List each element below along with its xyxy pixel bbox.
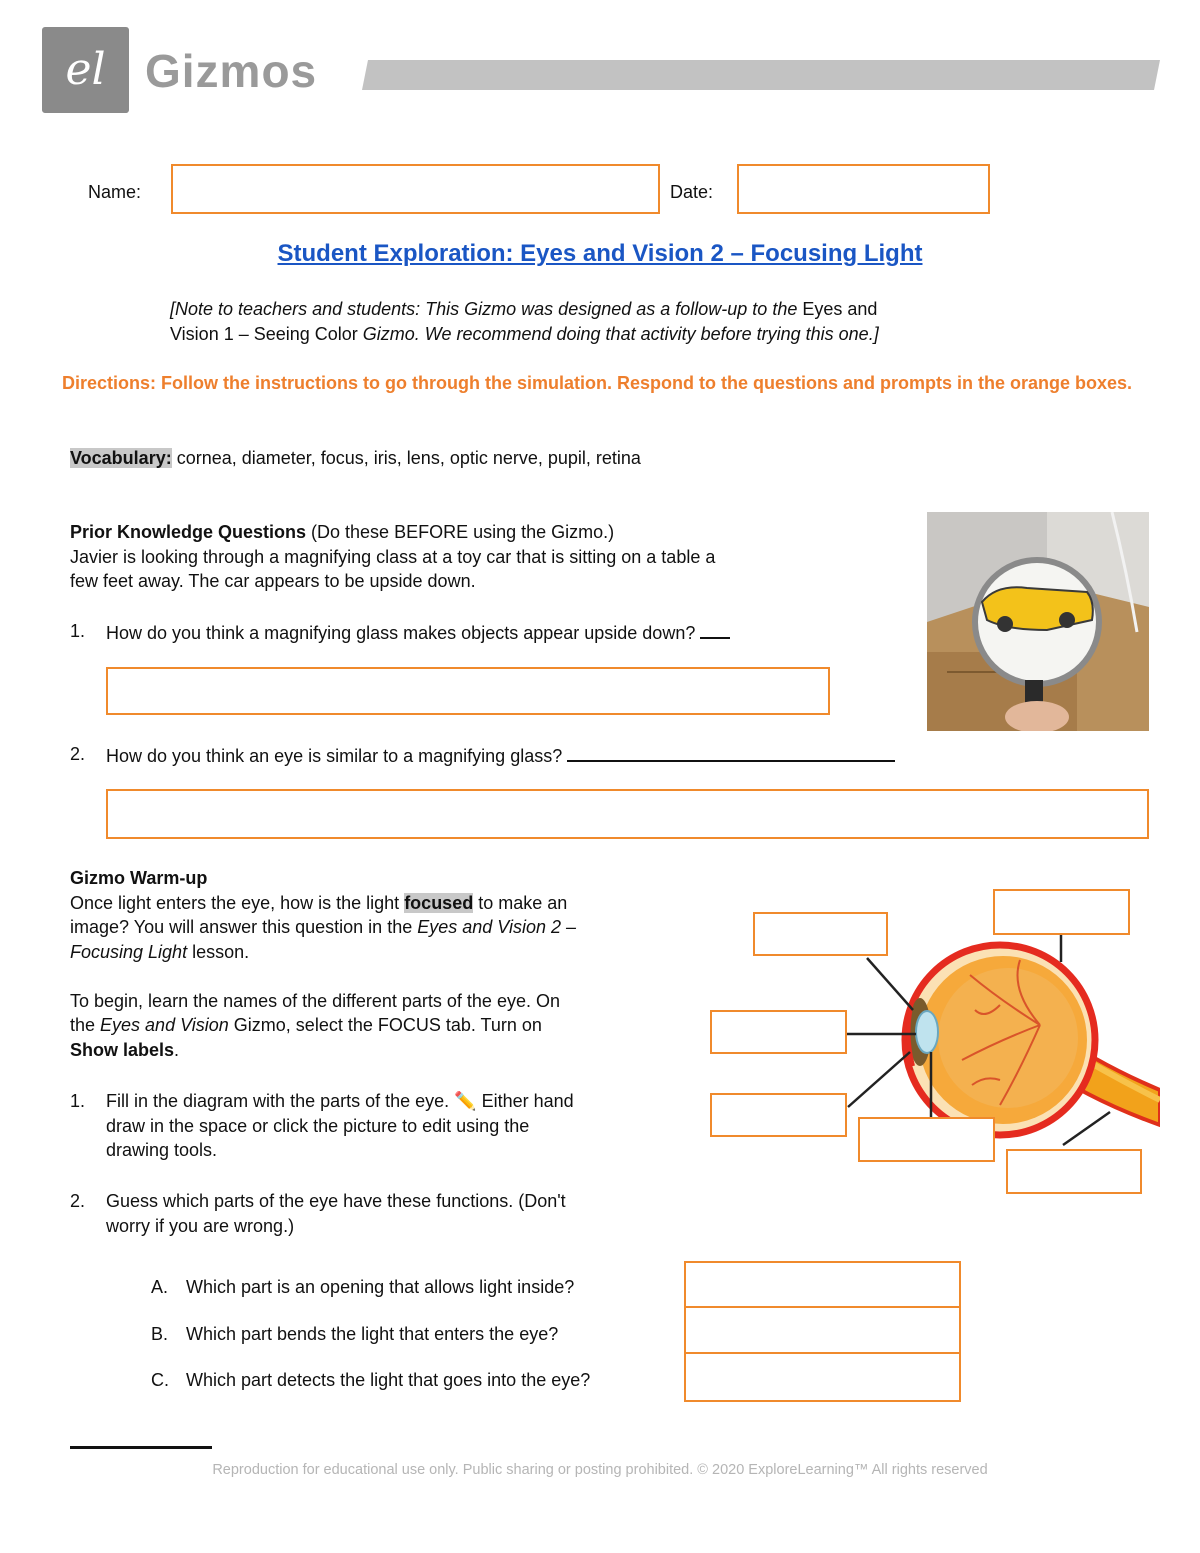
prior-q1-number: 1. (70, 621, 86, 641)
explorelearning-logo: el (65, 44, 106, 95)
function-c-answer[interactable] (684, 1352, 961, 1402)
eye-label-box-1[interactable] (753, 912, 888, 956)
eye-label-box-4[interactable] (710, 1093, 847, 1137)
eye-label-box-3[interactable] (710, 1010, 847, 1054)
focused-highlight: focused (404, 892, 474, 913)
function-b-letter: B. (151, 1324, 169, 1344)
warmup-q1-number: 1. (70, 1091, 86, 1111)
date-label: Date: (670, 182, 714, 202)
vocabulary-terms: cornea, diameter, focus, iris, lens, optic nerve, pupil, retina (171, 448, 641, 468)
vocabulary-label: Vocabulary: (70, 448, 172, 468)
function-b-text: Which part bends the light that enters the eye? (186, 1324, 559, 1344)
page-title[interactable]: Student Exploration: Eyes and Vision 2 – Focusing Light (277, 240, 923, 267)
function-b-answer[interactable] (684, 1306, 961, 1354)
eye-label-box-2[interactable] (993, 889, 1130, 935)
function-c-letter: C. (151, 1370, 169, 1390)
function-a-answer[interactable] (684, 1261, 961, 1308)
footer-copyright: Reproduction for educational use only. Public sharing or posting prohibited. © 2020 ExploreLearning™ All rights reserved (212, 1462, 988, 1478)
header-bar (362, 60, 1160, 90)
vocabulary (70, 446, 641, 471)
prior-q2-text: How do you think an eye is similar to a magnifying glass? (106, 742, 895, 769)
name-field[interactable] (171, 164, 660, 214)
prior-heading: Prior Knowledge Questions (70, 522, 307, 542)
magnifying-glass-photo (927, 512, 1149, 731)
eye-label-box-6[interactable] (1006, 1149, 1142, 1194)
prior-knowledge-section: Prior Knowledge Questions (Do these BEFORE using the Gizmo.) Javier is looking through a magnifying class at a toy car that is sitting on a table a few feet away. The car appears to be upside down. (70, 522, 716, 591)
date-field[interactable] (737, 164, 990, 214)
function-a-letter: A. (151, 1277, 169, 1297)
warmup-q2-text: Guess which parts of the eye have these functions. (Don't worry if you are wrong.) (106, 1191, 566, 1236)
footnote-divider (70, 1446, 212, 1449)
function-a-text: Which part is an opening that allows light inside? (186, 1277, 575, 1297)
directions: Directions: Follow the instructions to go through the simulation. Respond to the questions and prompts in the orange boxes. (62, 373, 1133, 393)
warmup-q2-number: 2. (70, 1191, 86, 1211)
function-c-text: Which part detects the light that goes into the eye? (186, 1370, 591, 1390)
warmup-heading: Gizmo Warm-up (70, 868, 208, 888)
name-label: Name: (88, 182, 142, 202)
prior-q2-answer[interactable] (106, 789, 1149, 839)
brand-name: Gizmos (145, 45, 318, 97)
warmup-q1-text: Fill in the diagram with the parts of the eye. ✏️ Either hand draw in the space or click the picture to edit using the drawing tools. (106, 1091, 574, 1160)
teacher-note: [Note to teachers and students: This Gizmo was designed as a follow-up to the Eyes and Vision 1 – Seeing Color Gizmo. We recommend doing that activity before trying this one.] (170, 299, 879, 344)
eye-label-box-5[interactable] (858, 1117, 995, 1162)
prior-q2-number: 2. (70, 744, 86, 764)
prior-q1-text: How do you think a magnifying glass makes objects appear upside down? (106, 619, 730, 646)
warmup-section: Gizmo Warm-up Once light enters the eye, how is the light focused to make an image? You will answer this question in the Eyes and Vision 2 – Focusing Light lesson. To begin, learn the names of the different parts of the eye. On the Eyes and Vision Gizmo, select the FOCUS tab. Turn on Show labels. (70, 868, 576, 1060)
prior-q1-answer[interactable] (106, 667, 830, 715)
